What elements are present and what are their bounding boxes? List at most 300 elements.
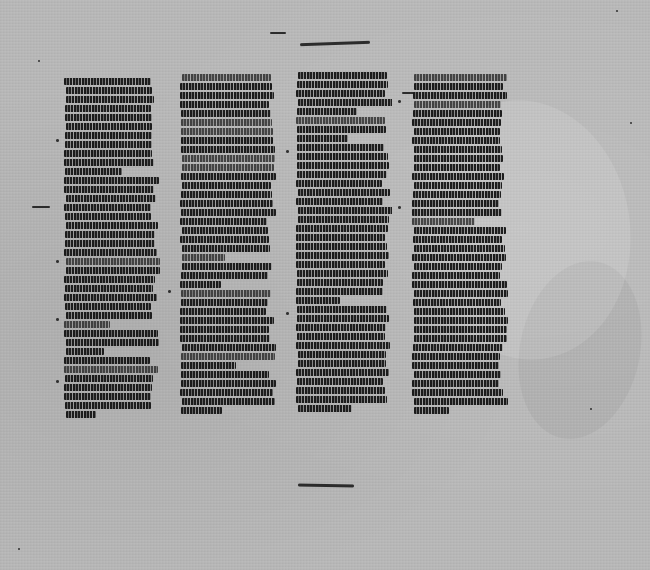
manuscript-line: [296, 108, 392, 116]
ink-stroke: [296, 387, 385, 394]
manuscript-line: [296, 306, 392, 314]
ink-stroke: [65, 168, 122, 175]
ink-stroke: [414, 317, 508, 324]
manuscript-line: [412, 344, 508, 352]
speck: [590, 408, 592, 410]
section-marker: [56, 318, 59, 321]
manuscript-line: [64, 132, 160, 140]
manuscript-line: [64, 321, 160, 329]
ink-stroke: [66, 312, 152, 319]
manuscript-line: [64, 411, 160, 419]
manuscript-line: [64, 276, 160, 284]
ink-stroke: [181, 110, 271, 117]
ink-stroke: [412, 119, 501, 126]
manuscript-line: [180, 389, 276, 397]
manuscript-line: [412, 263, 508, 271]
ink-stroke: [296, 261, 385, 268]
ink-stroke: [412, 281, 507, 288]
ink-stroke: [181, 290, 271, 297]
ink-stroke: [414, 290, 508, 297]
ink-stroke: [181, 371, 269, 378]
ink-stroke: [64, 78, 151, 85]
manuscript-line: [180, 326, 276, 334]
ink-stroke: [64, 186, 154, 193]
ink-stroke: [297, 270, 388, 277]
ink-stroke: [181, 209, 276, 216]
ink-stroke: [181, 362, 236, 369]
ink-stroke: [412, 254, 506, 261]
ink-stroke: [298, 207, 392, 214]
manuscript-line: [180, 353, 276, 361]
manuscript-line: [180, 200, 276, 208]
speck: [18, 548, 20, 550]
manuscript-line: [180, 137, 276, 145]
ink-stroke: [181, 128, 273, 135]
manuscript-line: [412, 191, 508, 199]
manuscript-line: [296, 225, 392, 233]
manuscript-line: [296, 99, 392, 107]
manuscript-line: [64, 204, 160, 212]
manuscript-line: [296, 342, 392, 350]
manuscript-line: [180, 209, 276, 217]
manuscript-line: [64, 195, 160, 203]
ink-stroke: [64, 294, 157, 301]
manuscript-line: [180, 362, 276, 370]
ink-stroke: [413, 191, 501, 198]
manuscript-line: [412, 353, 508, 361]
manuscript-line: [64, 78, 160, 86]
manuscript-line: [296, 216, 392, 224]
ink-stroke: [412, 353, 500, 360]
manuscript-line: [180, 317, 276, 325]
ink-stroke: [296, 234, 385, 241]
ink-stroke: [181, 353, 275, 360]
ink-stroke: [296, 90, 385, 97]
manuscript-line: [296, 180, 392, 188]
ink-stroke: [66, 411, 96, 418]
section-marker: [286, 150, 289, 153]
manuscript-line: [296, 252, 392, 260]
manuscript-line: [412, 92, 508, 100]
ink-stroke: [412, 209, 502, 216]
ink-stroke: [181, 146, 275, 153]
manuscript-line: [180, 164, 276, 172]
ink-stroke: [412, 173, 504, 180]
manuscript-line: [64, 357, 160, 365]
manuscript-line: [180, 119, 276, 127]
ink-stroke: [66, 258, 160, 265]
ink-stroke: [298, 72, 387, 79]
ink-stroke: [64, 276, 155, 283]
manuscript-line: [412, 362, 508, 370]
ink-stroke: [181, 407, 222, 414]
section-marker: [168, 290, 171, 293]
section-marker: [56, 380, 59, 383]
ink-stroke: [296, 396, 387, 403]
manuscript-line: [64, 348, 160, 356]
manuscript-line: [64, 339, 160, 347]
manuscript-line: [64, 231, 160, 239]
ink-stroke: [65, 231, 155, 238]
text-column-3: [296, 72, 392, 466]
ink-stroke: [297, 315, 389, 322]
ink-stroke: [414, 326, 507, 333]
ink-stroke: [65, 375, 153, 382]
manuscript-line: [64, 366, 160, 374]
ink-stroke: [412, 362, 499, 369]
ink-stroke: [180, 218, 267, 225]
manuscript-line: [180, 83, 276, 91]
ink-stroke: [64, 321, 110, 328]
ink-stroke: [414, 128, 500, 135]
manuscript-line: [180, 335, 276, 343]
manuscript-line: [412, 317, 508, 325]
ink-stroke: [412, 272, 500, 279]
manuscript-line: [296, 333, 392, 341]
ink-stroke: [64, 393, 151, 400]
ink-stroke: [413, 236, 502, 243]
ink-stroke: [413, 92, 507, 99]
ink-stroke: [180, 308, 266, 315]
manuscript-line: [296, 243, 392, 251]
manuscript-line: [296, 153, 392, 161]
manuscript-line: [296, 369, 392, 377]
ink-stroke: [181, 299, 268, 306]
left-margin-mark: [32, 206, 50, 208]
ink-stroke: [414, 371, 501, 378]
manuscript-line: [180, 272, 276, 280]
ink-stroke: [297, 108, 357, 115]
ink-stroke: [297, 279, 383, 286]
manuscript-line: [412, 371, 508, 379]
speck: [616, 10, 618, 12]
manuscript-line: [64, 249, 160, 257]
ink-stroke: [412, 200, 499, 207]
ink-stroke: [414, 182, 502, 189]
ink-stroke: [64, 357, 150, 364]
manuscript-line: [296, 396, 392, 404]
manuscript-line: [64, 213, 160, 221]
manuscript-line: [296, 117, 392, 125]
manuscript-line: [296, 387, 392, 395]
ink-stroke: [180, 335, 270, 342]
manuscript-line: [412, 74, 508, 82]
manuscript-line: [412, 218, 508, 226]
manuscript-line: [180, 371, 276, 379]
ink-stroke: [296, 117, 385, 124]
ink-stroke: [296, 297, 340, 304]
ink-stroke: [297, 378, 383, 385]
manuscript-line: [64, 186, 160, 194]
ink-stroke: [298, 360, 386, 367]
manuscript-line: [64, 375, 160, 383]
ink-stroke: [182, 263, 272, 270]
ink-stroke: [66, 339, 159, 346]
manuscript-line: [412, 326, 508, 334]
manuscript-line: [296, 315, 392, 323]
ink-stroke: [413, 110, 502, 117]
bottom-margin-mark: [298, 484, 354, 488]
ink-stroke: [65, 141, 152, 148]
manuscript-line: [180, 146, 276, 154]
manuscript-line: [412, 398, 508, 406]
manuscript-line: [412, 173, 508, 181]
manuscript-line: [296, 234, 392, 242]
ink-stroke: [297, 306, 387, 313]
manuscript-line: [64, 150, 160, 158]
manuscript-line: [296, 207, 392, 215]
ink-stroke: [296, 324, 386, 331]
ink-stroke: [414, 407, 449, 414]
manuscript-line: [412, 272, 508, 280]
ink-stroke: [412, 389, 503, 396]
ink-stroke: [414, 155, 503, 162]
ink-stroke: [297, 153, 388, 160]
ink-stroke: [414, 146, 502, 153]
parchment-stain: [503, 249, 650, 450]
manuscript-line: [64, 294, 160, 302]
ink-stroke: [65, 213, 151, 220]
manuscript-line: [64, 222, 160, 230]
manuscript-line: [412, 299, 508, 307]
manuscript-line: [412, 290, 508, 298]
speck: [38, 60, 40, 62]
manuscript-line: [180, 245, 276, 253]
ink-stroke: [182, 254, 225, 261]
manuscript-line: [296, 297, 392, 305]
manuscript-line: [412, 209, 508, 217]
ink-stroke: [296, 225, 388, 232]
manuscript-line: [64, 105, 160, 113]
ink-stroke: [182, 245, 270, 252]
ink-stroke: [182, 155, 275, 162]
manuscript-line: [412, 380, 508, 388]
ink-stroke: [180, 236, 269, 243]
manuscript-line: [180, 290, 276, 298]
ink-stroke: [64, 150, 152, 157]
section-marker: [56, 260, 59, 263]
ink-stroke: [65, 402, 151, 409]
manuscript-line: [180, 101, 276, 109]
top-margin-mark: [270, 32, 286, 34]
manuscript-line: [64, 96, 160, 104]
manuscript-line: [64, 168, 160, 176]
ink-stroke: [182, 182, 271, 189]
ink-stroke: [414, 164, 500, 171]
ink-stroke: [64, 249, 157, 256]
manuscript-line: [296, 324, 392, 332]
manuscript-line: [296, 81, 392, 89]
ink-stroke: [64, 204, 151, 211]
speck: [630, 122, 632, 124]
ink-stroke: [297, 333, 385, 340]
ink-stroke: [298, 189, 390, 196]
ink-stroke: [181, 272, 268, 279]
manuscript-line: [180, 263, 276, 271]
ink-stroke: [296, 252, 389, 259]
ink-stroke: [182, 164, 274, 171]
manuscript-line: [296, 279, 392, 287]
manuscript-line: [64, 87, 160, 95]
ink-stroke: [65, 114, 152, 121]
ink-stroke: [414, 74, 507, 81]
manuscript-line: [180, 110, 276, 118]
manuscript-line: [412, 227, 508, 235]
manuscript-line: [180, 191, 276, 199]
ink-stroke: [296, 369, 389, 376]
manuscript-line: [296, 405, 392, 413]
manuscript-line: [412, 119, 508, 127]
manuscript-line: [180, 407, 276, 415]
ink-stroke: [414, 101, 501, 108]
text-column-1: [64, 78, 160, 472]
manuscript-line: [180, 236, 276, 244]
manuscript-line: [412, 407, 508, 415]
manuscript-line: [296, 378, 392, 386]
ink-stroke: [66, 195, 156, 202]
manuscript-line: [412, 200, 508, 208]
manuscript-line: [64, 384, 160, 392]
ink-stroke: [298, 216, 389, 223]
ink-stroke: [64, 177, 159, 184]
manuscript-line: [64, 303, 160, 311]
manuscript-line: [296, 261, 392, 269]
ink-stroke: [414, 263, 502, 270]
ink-stroke: [414, 227, 506, 234]
manuscript-line: [412, 137, 508, 145]
ink-stroke: [296, 243, 387, 250]
manuscript-line: [296, 288, 392, 296]
manuscript-line: [180, 92, 276, 100]
manuscript-line: [180, 299, 276, 307]
manuscript-line: [296, 90, 392, 98]
ink-stroke: [297, 81, 388, 88]
ink-stroke: [182, 344, 276, 351]
manuscript-line: [412, 254, 508, 262]
section-marker: [398, 206, 401, 209]
ink-stroke: [412, 218, 475, 225]
ink-stroke: [66, 222, 158, 229]
ink-stroke: [181, 119, 272, 126]
manuscript-line: [180, 173, 276, 181]
manuscript-line: [180, 281, 276, 289]
ink-stroke: [414, 308, 505, 315]
manuscript-line: [64, 258, 160, 266]
manuscript-line: [64, 312, 160, 320]
ink-stroke: [181, 137, 273, 144]
manuscript-line: [180, 218, 276, 226]
ink-stroke: [298, 351, 386, 358]
ink-stroke: [180, 92, 274, 99]
manuscript-line: [296, 270, 392, 278]
manuscript-line: [64, 285, 160, 293]
ink-stroke: [297, 171, 387, 178]
text-column-4: [412, 74, 508, 468]
ink-stroke: [65, 105, 151, 112]
manuscript-line: [64, 402, 160, 410]
ink-stroke: [414, 83, 503, 90]
manuscript-line: [412, 389, 508, 397]
ink-stroke: [181, 173, 276, 180]
manuscript-line: [180, 182, 276, 190]
manuscript-line: [412, 146, 508, 154]
manuscript-line: [296, 144, 392, 152]
manuscript-line: [180, 380, 276, 388]
ink-stroke: [65, 303, 151, 310]
ink-stroke: [64, 366, 158, 373]
ink-stroke: [180, 389, 273, 396]
ink-stroke: [65, 240, 155, 247]
ink-stroke: [180, 281, 221, 288]
section-marker: [56, 139, 59, 142]
manuscript-line: [412, 110, 508, 118]
section-marker: [286, 312, 289, 315]
manuscript-line: [64, 393, 160, 401]
manuscript-line: [180, 254, 276, 262]
ink-stroke: [296, 198, 383, 205]
ink-stroke: [64, 384, 152, 391]
ink-stroke: [296, 288, 383, 295]
manuscript-line: [412, 281, 508, 289]
ink-stroke: [65, 285, 153, 292]
manuscript-line: [296, 72, 392, 80]
ink-stroke: [180, 317, 274, 324]
manuscript-line: [296, 171, 392, 179]
ink-stroke: [180, 83, 272, 90]
manuscript-line: [64, 267, 160, 275]
ink-stroke: [182, 398, 275, 405]
ink-stroke: [66, 123, 152, 130]
manuscript-line: [412, 101, 508, 109]
ink-stroke: [181, 191, 272, 198]
manuscript-line: [180, 128, 276, 136]
ink-stroke: [182, 227, 268, 234]
manuscript-line: [180, 227, 276, 235]
ink-stroke: [298, 405, 352, 412]
manuscript-line: [180, 308, 276, 316]
ink-stroke: [414, 335, 507, 342]
manuscript-line: [412, 182, 508, 190]
ink-stroke: [66, 348, 104, 355]
ink-stroke: [180, 326, 269, 333]
ink-stroke: [66, 96, 154, 103]
ink-stroke: [65, 132, 152, 139]
ink-stroke: [182, 74, 271, 81]
manuscript-line: [180, 74, 276, 82]
ink-stroke: [413, 299, 501, 306]
ink-stroke: [296, 180, 382, 187]
manuscript-line: [412, 236, 508, 244]
manuscript-line: [64, 141, 160, 149]
ink-stroke: [297, 126, 386, 133]
manuscript-line: [64, 330, 160, 338]
manuscript-line: [412, 128, 508, 136]
manuscript-line: [412, 335, 508, 343]
manuscript-line: [296, 162, 392, 170]
ink-stroke: [297, 135, 348, 142]
ink-stroke: [297, 162, 389, 169]
manuscript-line: [296, 198, 392, 206]
ink-stroke: [64, 330, 158, 337]
ink-stroke: [413, 344, 503, 351]
manuscript-line: [64, 123, 160, 131]
manuscript-line: [64, 177, 160, 185]
ink-stroke: [414, 245, 505, 252]
manuscript-line: [412, 245, 508, 253]
manuscript-line: [296, 135, 392, 143]
ink-stroke: [180, 101, 269, 108]
ink-stroke: [180, 200, 273, 207]
